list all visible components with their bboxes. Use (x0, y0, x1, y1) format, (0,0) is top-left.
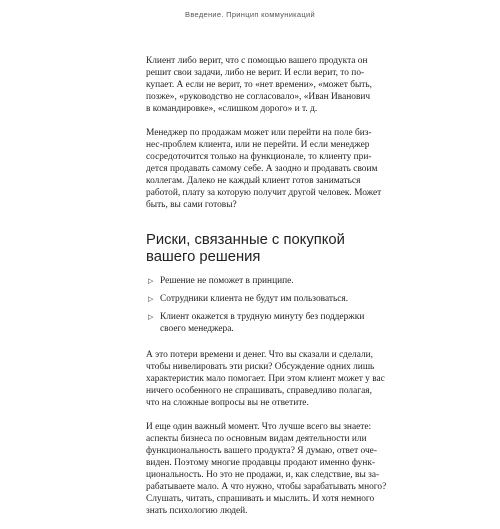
risk-list (146, 275, 365, 335)
section-heading-line: вашего решения (146, 249, 261, 265)
triangle-right-icon: ▷ (148, 295, 154, 303)
risk-list-item (146, 275, 361, 287)
paragraph-4-line: циональность. Но это не продажи, и, как следствие, вы за- (146, 470, 380, 480)
paragraph-1-line: решит свои задачи, либо не верит. И если верит, то по- (146, 68, 365, 78)
paragraph-4 (146, 421, 387, 517)
risk-list-item-text: Клиент окажется в трудную минуту без поддержки (160, 312, 365, 322)
paragraph-4-line: рабатываете мало. А что нужно, чтобы зарабатывать много? (146, 482, 387, 492)
paragraph-3-line: характеристик мало помогает. При этом клиент может у вас (146, 374, 385, 384)
paragraph-1-line: позже», «руководство не согласовало», «Иван Иванович (146, 92, 371, 102)
paragraph-2-line: работой, плату за которую получит другой человек. Может (146, 188, 382, 198)
risk-list-item (146, 311, 365, 335)
paragraph-2-line: быть, вы сами готовы? (146, 200, 237, 210)
triangle-right-icon: ▷ (148, 277, 154, 285)
risk-list-item-text: своего менеджера. (160, 324, 234, 334)
section-heading (146, 232, 361, 266)
paragraph-4-line: аспекты бизнеса по основным видам деятельности или (146, 434, 367, 444)
paragraph-2-line: Менеджер по продажам может или перейти на поле биз- (146, 128, 372, 138)
paragraph-4-line: И еще один важный момент. Что лучше всего вы знаете: (146, 422, 372, 432)
paragraph-3-line: что на сложные вопросы вы не ответите. (146, 398, 309, 408)
paragraph-2 (146, 127, 382, 211)
paragraph-1-line: в командировке», «слишком дорого» и т. д. (146, 104, 318, 114)
paragraph-4-line: виден. Поэтому многие продавцы продают именно функ- (146, 458, 376, 468)
paragraph-2-line: сосредоточится только на функционале, то клиенту при- (146, 152, 372, 162)
paragraph-1-line: Клиент либо верит, что с помощью вашего продукта он (146, 56, 368, 66)
section-heading-line: Риски, связанные с покупкой (146, 232, 345, 248)
risk-list-item (146, 293, 361, 305)
risk-list-item-text: Сотрудники клиента не будут им пользоваться. (160, 294, 349, 304)
paragraph-1 (146, 55, 372, 115)
paragraph-3-line: А это потери времени и денег. Что вы сказали и сделали, (146, 350, 374, 360)
paragraph-3-line: чтобы нивелировать эти риски? Обсуждение одних лишь (146, 362, 375, 372)
paragraph-1-line: купает. А если не верит, то «нет времени», «может быть, (146, 80, 372, 90)
risk-list-item-text: Решение не поможет в принципе. (160, 276, 294, 286)
paragraph-4-line: функциональность вашего продукта? Я думаю, ответ оче- (146, 446, 377, 456)
paragraph-4-line: Слушать, читать, спрашивать и мыслить. И хотя немного (146, 494, 375, 504)
paragraph-3 (146, 349, 385, 409)
running-header: Введение. Принцип коммуникаций (185, 10, 315, 19)
triangle-right-icon: ▷ (148, 313, 154, 321)
paragraph-2-line: коллегам. Далеко не каждый клиент готов заниматься (146, 176, 361, 186)
page-body (146, 55, 387, 529)
paragraph-4-line: знать психологию людей. (146, 506, 248, 516)
paragraph-2-line: дется продавать самому себе. А заодно и продавать своим (146, 164, 378, 174)
paragraph-3-line: ничего особенного не спрашивать, справедливо полагая, (146, 386, 372, 396)
paragraph-2-line: нес-проблем клиента, или не перейти. И если менеджер (146, 140, 370, 150)
